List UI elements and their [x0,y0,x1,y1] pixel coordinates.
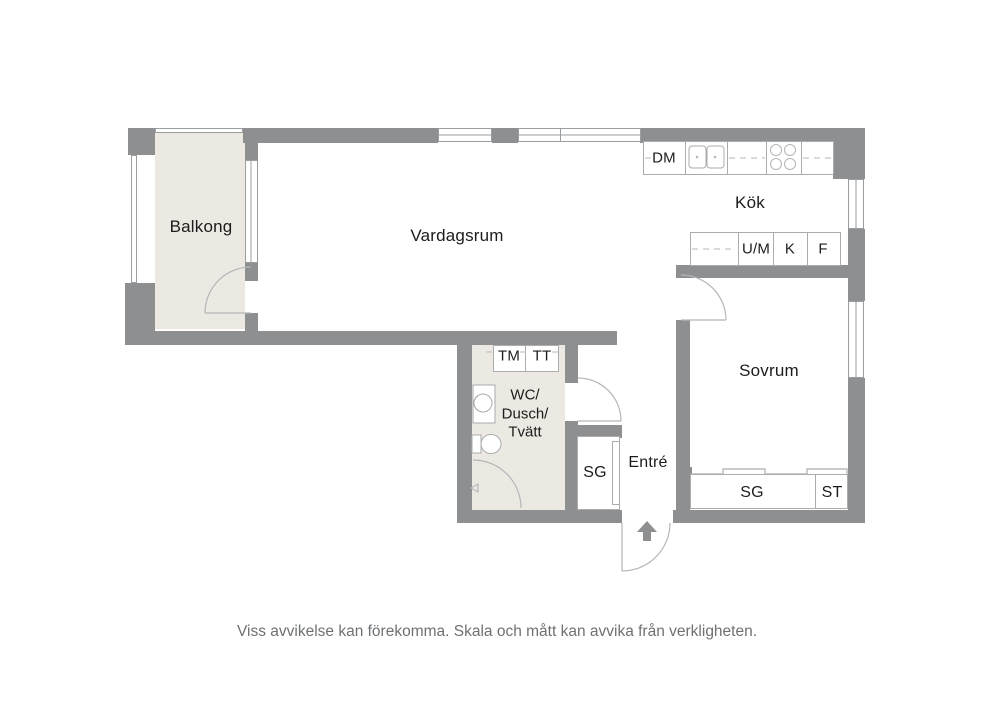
appliance-label-tm: TM [497,347,521,365]
kitchen-sink-box [685,141,728,175]
wall-segment [125,283,155,331]
wall-segment [243,128,438,143]
entry-direction-arrow [637,521,657,541]
room-label-sovrum: Sovrum [739,361,799,380]
wall-segment [245,313,258,332]
bathroom-label-line3: Tvätt [508,423,542,441]
wall-segment [128,128,155,155]
wall-segment [848,229,865,301]
wall-segment [833,143,865,179]
appliance-label-um: U/M [741,240,771,258]
wall-segment [457,510,622,523]
wall-segment [245,263,258,281]
wall-segment [565,345,578,383]
closet-label-sg-hall: SG [583,464,607,481]
window [848,301,864,378]
appliance-label-tt: TT [532,347,552,365]
kitchen-counter [727,141,767,175]
bathroom-label-line2: Dusch/ [501,404,549,422]
kitchen-counter [801,141,834,175]
wall-segment [492,128,518,143]
window [848,179,864,229]
window [560,128,641,142]
door-arc-bathroom [578,378,621,421]
room-label-vardagsrum: Vardagsrum [410,226,504,245]
window [245,160,258,263]
wall-segment [676,265,848,278]
wall-segment [245,143,258,160]
balcony-railing-left [131,155,137,283]
appliance-label-dm: DM [652,149,676,167]
appliance-label-f: F [818,240,828,258]
room-label-bathroom [502,386,549,442]
appliance-label-k: K [784,240,796,258]
wardrobe-label-sg: SG [740,484,764,501]
room-label-entre: Entré [628,454,668,471]
kitchen-counter [690,232,739,266]
room-label-balkong: Balkong [169,217,233,236]
wall-segment [125,331,617,345]
balcony-railing-top [155,128,243,133]
window [518,128,561,142]
wall-segment [457,331,472,523]
wall-segment [848,378,865,523]
door-arc-bedroom [681,275,726,320]
bathroom-label-line1: WC/ [510,386,540,404]
door-arc-entry [622,523,670,571]
wall-segment [676,320,690,510]
room-label-kok: Kök [735,193,765,212]
window [438,128,492,142]
hall-closet-sliding-door [612,441,620,505]
closet-label-st: ST [821,484,843,501]
disclaimer-text: Viss avvikelse kan förekomma. Skala och mått kan avvika från verkligheten. [236,623,758,640]
wall-segment [673,510,865,523]
stove-box [766,141,802,175]
